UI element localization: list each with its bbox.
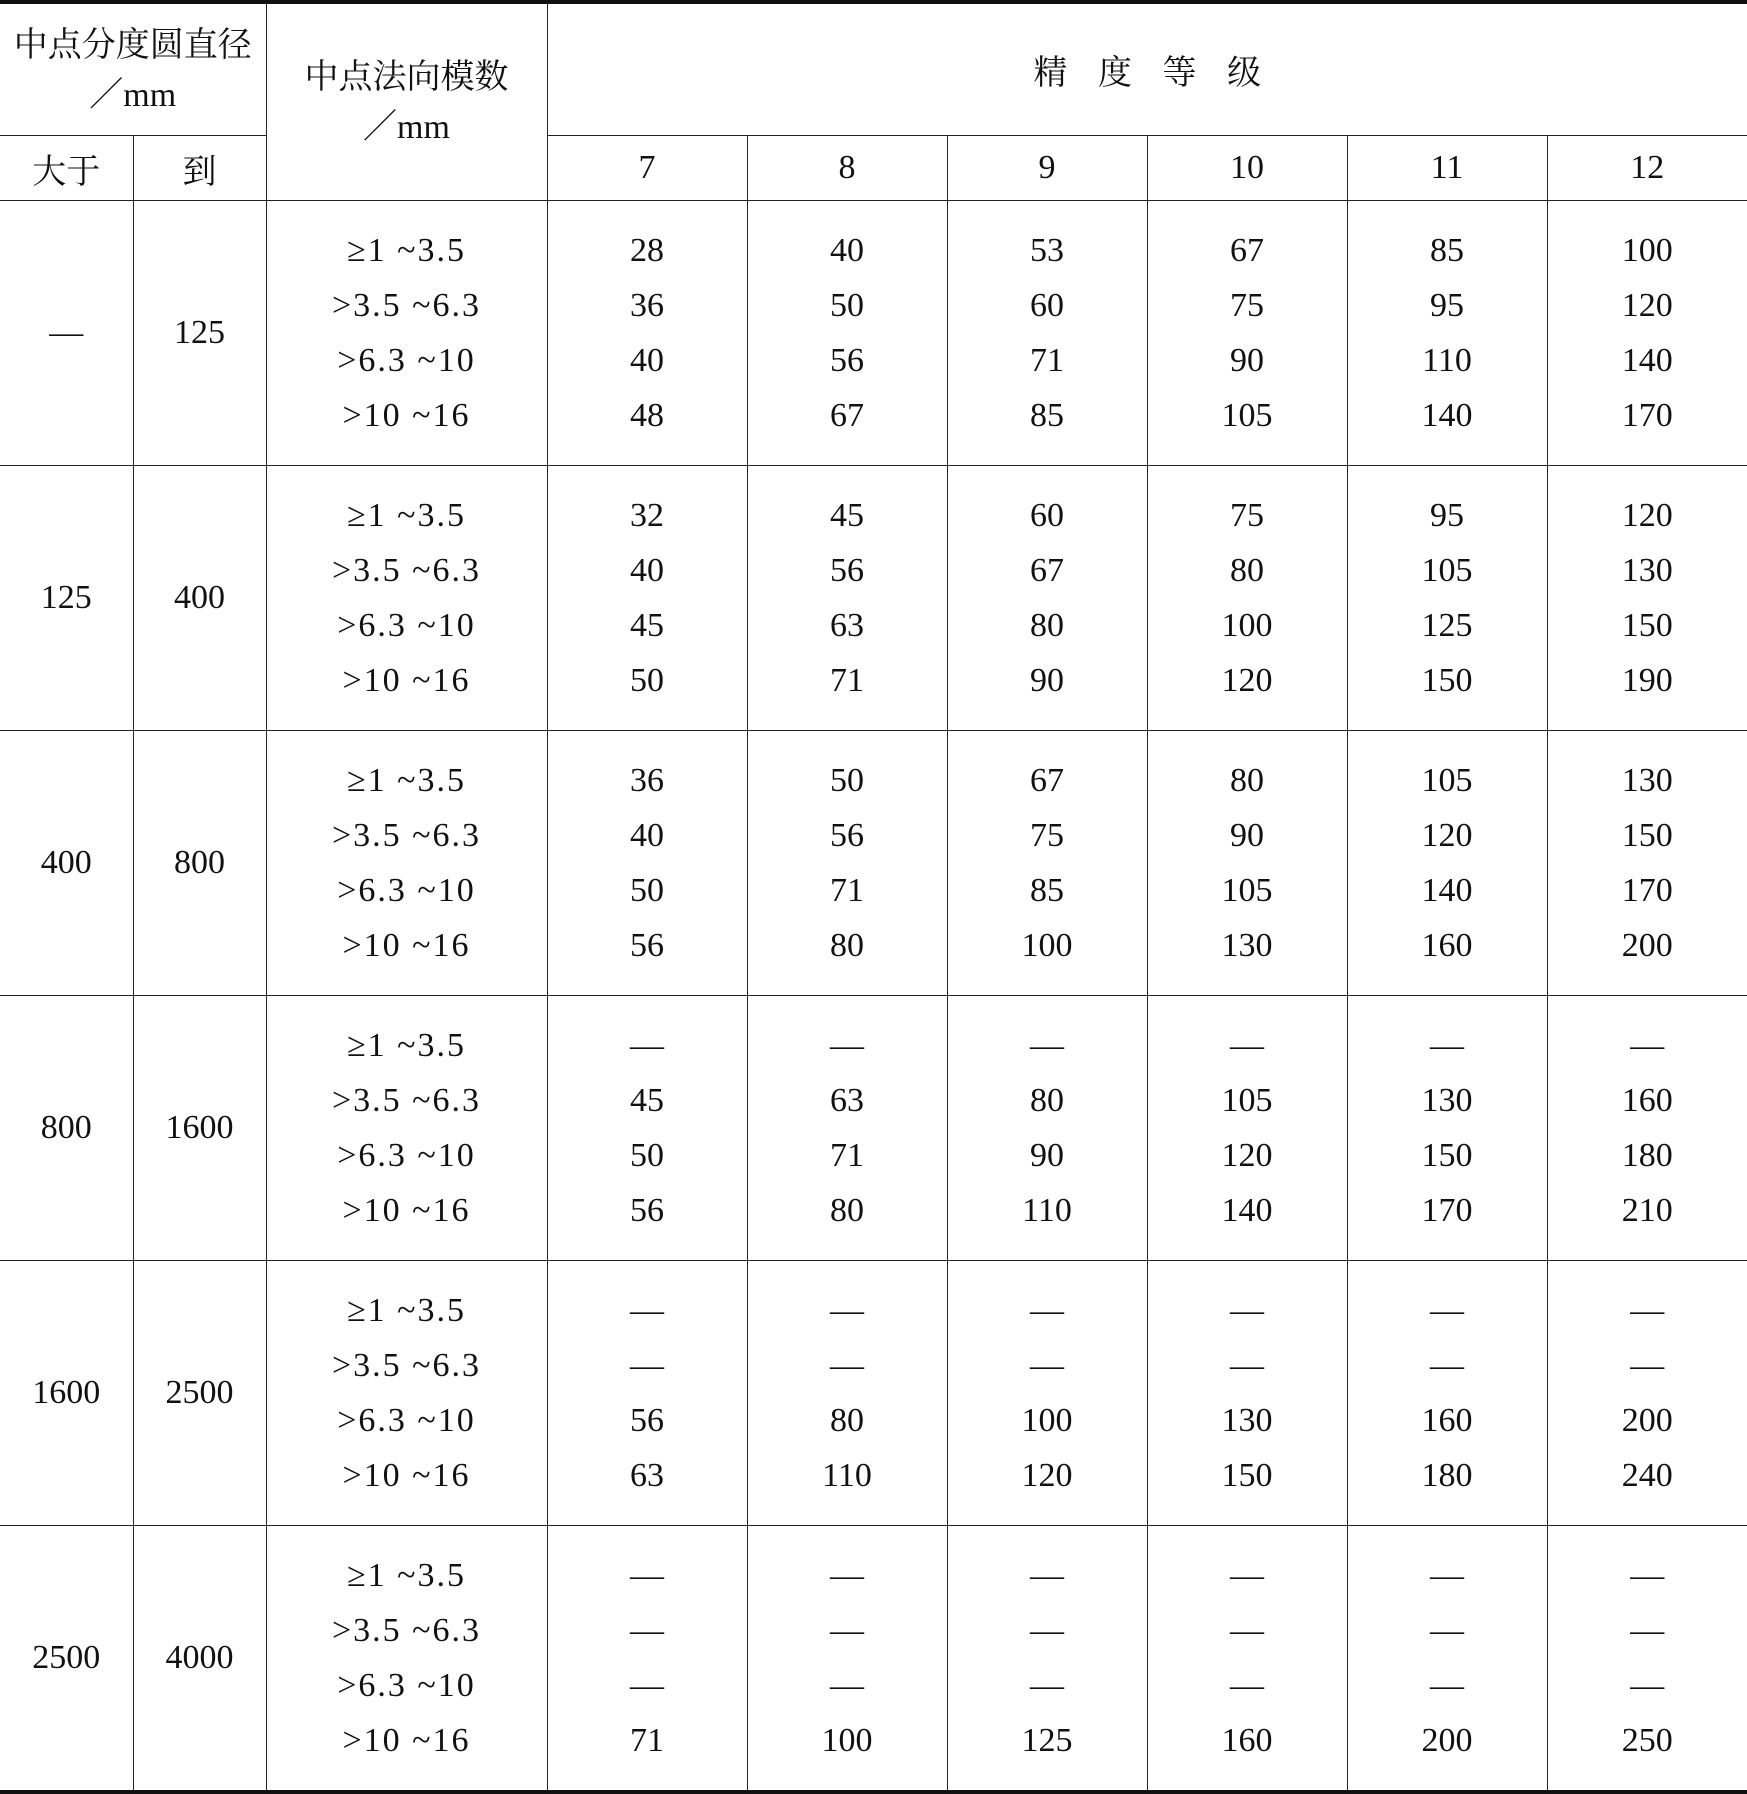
tolerance-value: 160 — [1621, 1082, 1673, 1119]
grade-7-values-cell — [547, 996, 747, 1261]
tolerance-value: 200 — [1621, 927, 1673, 964]
tolerance-value: 40 — [630, 342, 664, 379]
tolerance-value: 45 — [830, 497, 864, 534]
tolerance-value: 75 — [1230, 287, 1264, 324]
grade-7-values-cell — [547, 466, 747, 731]
tolerance-value: 240 — [1621, 1457, 1673, 1494]
module-range: >10 ~16 — [342, 1192, 471, 1229]
module-range: >6.3 ~10 — [337, 1402, 476, 1439]
module-range: >6.3 ~10 — [337, 1137, 476, 1174]
tolerance-value: 95 — [1430, 287, 1464, 324]
module-range-cell — [266, 731, 547, 996]
grade-11-values-cell — [1347, 466, 1547, 731]
diameter-greater-than-cell: 1600 — [0, 1261, 133, 1526]
tolerance-value: 80 — [1230, 552, 1264, 589]
tolerance-value: 130 — [1621, 762, 1673, 799]
tolerance-value: 100 — [821, 1722, 873, 1759]
tolerance-value: 140 — [1421, 397, 1473, 434]
tolerance-value: 85 — [1030, 397, 1064, 434]
tolerance-value: 71 — [630, 1722, 664, 1759]
tolerance-value: 120 — [1021, 1457, 1073, 1494]
module-range-cell — [266, 996, 547, 1261]
tolerance-value: 50 — [630, 1137, 664, 1174]
tolerance-value: 95 — [1430, 497, 1464, 534]
grade-10-header: 10 — [1147, 136, 1347, 201]
module-header — [266, 2, 547, 201]
tolerance-value: — — [1230, 1557, 1264, 1594]
tolerance-value: 100 — [1621, 232, 1673, 269]
module-range: >3.5 ~6.3 — [331, 287, 482, 324]
tolerance-value: — — [830, 1667, 864, 1704]
tolerance-value: 45 — [630, 1082, 664, 1119]
tolerance-value: — — [1630, 1557, 1665, 1594]
module-range: >6.3 ~10 — [337, 872, 476, 909]
grade-8-values-cell — [747, 1526, 947, 1793]
tolerance-value: — — [630, 1612, 664, 1649]
tolerance-value: 105 — [1221, 397, 1273, 434]
tolerance-value: 80 — [830, 1192, 864, 1229]
module-label: 中点法向模数 — [304, 59, 509, 96]
grade-9-values-cell — [947, 731, 1147, 996]
tolerance-value: 75 — [1230, 497, 1264, 534]
diameter-up-to-cell: 125 — [133, 201, 266, 466]
grade-12-values-cell — [1547, 1261, 1747, 1526]
tolerance-value: — — [630, 1667, 664, 1704]
tolerance-value: 105 — [1221, 872, 1273, 909]
grade-7-values-cell — [547, 1526, 747, 1793]
diameter-up-to-cell: 400 — [133, 466, 266, 731]
grade-12-values-cell — [1547, 201, 1747, 466]
table-header — [0, 2, 1747, 201]
tolerance-value: — — [1430, 1612, 1464, 1649]
grade-10-values-cell — [1147, 731, 1347, 996]
table-row — [0, 201, 1747, 466]
tolerance-value: — — [830, 1612, 864, 1649]
tolerance-value: 130 — [1221, 927, 1273, 964]
module-range-cell — [266, 1261, 547, 1526]
tolerance-value: 250 — [1621, 1722, 1673, 1759]
module-range: >6.3 ~10 — [337, 1667, 476, 1704]
tolerance-value: — — [1030, 1667, 1064, 1704]
module-range: >10 ~16 — [342, 1457, 471, 1494]
grade-8-values-cell — [747, 731, 947, 996]
tolerance-value: — — [630, 1347, 664, 1384]
tolerance-value: — — [1030, 1612, 1064, 1649]
tolerance-value: — — [830, 1557, 864, 1594]
tolerance-value: 105 — [1421, 552, 1473, 589]
module-unit: ／mm — [363, 109, 450, 146]
tolerance-value: 120 — [1421, 817, 1473, 854]
tolerance-value: — — [1430, 1557, 1464, 1594]
tolerance-value: 105 — [1421, 762, 1473, 799]
grade-8-values-cell — [747, 466, 947, 731]
module-range: >6.3 ~10 — [337, 342, 476, 379]
tolerance-value: 48 — [630, 397, 664, 434]
grade-11-values-cell — [1347, 1526, 1547, 1793]
tolerance-value: 150 — [1221, 1457, 1273, 1494]
module-range: ≥1 ~3.5 — [346, 1557, 467, 1594]
tolerance-value: 36 — [630, 287, 664, 324]
tolerance-value: — — [1030, 1347, 1064, 1384]
grade-7-values-cell — [547, 201, 747, 466]
tolerance-value: — — [1630, 1027, 1665, 1064]
tolerance-value: 53 — [1030, 232, 1064, 269]
tolerance-value: 130 — [1621, 552, 1673, 589]
tolerance-value: 170 — [1621, 872, 1673, 909]
tolerance-value: 120 — [1621, 287, 1673, 324]
tolerance-value: — — [1230, 1292, 1264, 1329]
tolerance-value: 63 — [630, 1457, 664, 1494]
grade-11-values-cell — [1347, 996, 1547, 1261]
grade-7-values-cell — [547, 1261, 747, 1526]
tolerance-value: 125 — [1021, 1722, 1073, 1759]
tolerance-value: 140 — [1621, 342, 1673, 379]
tolerance-value: 60 — [1030, 287, 1064, 324]
diameter-greater-than-cell: 125 — [0, 466, 133, 731]
tolerance-value: 90 — [1230, 342, 1264, 379]
module-range-cell — [266, 466, 547, 731]
tolerance-value: 75 — [1030, 817, 1064, 854]
tolerance-value: 80 — [1030, 607, 1064, 644]
grade-header — [547, 2, 1747, 136]
table-row — [0, 996, 1747, 1261]
tolerance-value: — — [1430, 1027, 1464, 1064]
grade-label: 精度等级 — [1033, 55, 1292, 92]
module-range-cell — [266, 1526, 547, 1793]
grade-11-header: 11 — [1347, 136, 1547, 201]
module-range: ≥1 ~3.5 — [346, 1292, 467, 1329]
tolerance-value: — — [1630, 1292, 1665, 1329]
diameter-up-to-cell: 4000 — [133, 1526, 266, 1793]
table-row — [0, 731, 1747, 996]
module-range-cell — [266, 201, 547, 466]
tolerance-value: 56 — [630, 1402, 664, 1439]
grade-10-values-cell — [1147, 1261, 1347, 1526]
grade-9-values-cell — [947, 996, 1147, 1261]
tolerance-value: 100 — [1221, 607, 1273, 644]
tolerance-value: — — [1230, 1612, 1264, 1649]
diameter-greater-than-cell: 400 — [0, 731, 133, 996]
grade-12-values-cell — [1547, 466, 1747, 731]
tolerance-value: 60 — [1030, 497, 1064, 534]
grade-12-values-cell — [1547, 731, 1747, 996]
tolerance-value: 170 — [1621, 397, 1673, 434]
tolerance-value: 85 — [1030, 872, 1064, 909]
module-range: ≥1 ~3.5 — [346, 1027, 467, 1064]
grade-8-values-cell — [747, 1261, 947, 1526]
module-range: >3.5 ~6.3 — [331, 552, 482, 589]
table-row — [0, 1526, 1747, 1793]
tolerance-value: — — [630, 1557, 664, 1594]
tolerance-value: 90 — [1030, 662, 1064, 699]
tolerance-value: 45 — [630, 607, 664, 644]
tolerance-value: 150 — [1421, 662, 1473, 699]
tolerance-value: — — [830, 1027, 864, 1064]
tolerance-value: 125 — [1421, 607, 1473, 644]
module-range: >10 ~16 — [342, 1722, 471, 1759]
tolerance-value: 100 — [1021, 1402, 1073, 1439]
tolerance-value: 40 — [630, 552, 664, 589]
tolerance-value: 120 — [1221, 662, 1273, 699]
diameter-greater-than-cell: — — [0, 201, 133, 466]
tolerance-value: 140 — [1421, 872, 1473, 909]
tolerance-value: — — [1430, 1292, 1464, 1329]
tolerance-value: 100 — [1021, 927, 1073, 964]
tolerance-value: 36 — [630, 762, 664, 799]
tolerance-value: 90 — [1030, 1137, 1064, 1174]
grade-10-values-cell — [1147, 996, 1347, 1261]
module-range: >3.5 ~6.3 — [331, 1612, 482, 1649]
tolerance-value: 150 — [1421, 1137, 1473, 1174]
module-range: ≥1 ~3.5 — [346, 232, 467, 269]
tolerance-value: — — [1630, 1347, 1665, 1384]
table-row — [0, 466, 1747, 731]
up-to-header: 到 — [133, 136, 266, 201]
tolerance-value: 190 — [1621, 662, 1673, 699]
tolerance-value: 150 — [1621, 607, 1673, 644]
tolerance-value: 50 — [830, 287, 864, 324]
tolerance-value: — — [1630, 1667, 1665, 1704]
tolerance-value: 71 — [830, 662, 864, 699]
table-row — [0, 1261, 1747, 1526]
tolerance-value: 90 — [1230, 817, 1264, 854]
tolerance-value: 56 — [830, 342, 864, 379]
module-range: >3.5 ~6.3 — [331, 817, 482, 854]
tolerance-value: — — [1230, 1347, 1264, 1384]
tolerance-value: — — [830, 1347, 864, 1384]
tolerance-value: 85 — [1430, 232, 1464, 269]
tolerance-value: 56 — [630, 1192, 664, 1229]
grade-11-values-cell — [1347, 731, 1547, 996]
grade-12-header: 12 — [1547, 136, 1747, 201]
module-range: >10 ~16 — [342, 397, 471, 434]
tolerance-value: 56 — [630, 927, 664, 964]
tolerance-value: 210 — [1621, 1192, 1673, 1229]
tolerance-value: 40 — [630, 817, 664, 854]
grade-9-values-cell — [947, 1261, 1147, 1526]
tolerance-value: — — [830, 1292, 864, 1329]
grade-8-values-cell — [747, 996, 947, 1261]
grade-12-values-cell — [1547, 1526, 1747, 1793]
tolerance-value: 40 — [830, 232, 864, 269]
tolerance-value: 63 — [830, 1082, 864, 1119]
tolerance-value: — — [1030, 1292, 1064, 1329]
tolerance-value: 110 — [1022, 1192, 1072, 1229]
diameter-greater-than-cell: 800 — [0, 996, 133, 1261]
grade-9-values-cell — [947, 466, 1147, 731]
tolerance-value: 170 — [1421, 1192, 1473, 1229]
tolerance-value: 180 — [1421, 1457, 1473, 1494]
grade-8-values-cell — [747, 201, 947, 466]
tolerance-value: 80 — [1030, 1082, 1064, 1119]
tolerance-value: 105 — [1221, 1082, 1273, 1119]
greater-than-header: 大于 — [0, 136, 133, 201]
grade-9-values-cell — [947, 201, 1147, 466]
tolerance-value: 200 — [1621, 1402, 1673, 1439]
tolerance-value: 56 — [830, 817, 864, 854]
tolerance-value: — — [1630, 1612, 1665, 1649]
tolerance-value: 56 — [830, 552, 864, 589]
tolerance-value: 150 — [1621, 817, 1673, 854]
tolerance-value: 28 — [630, 232, 664, 269]
tolerance-value: — — [1230, 1027, 1264, 1064]
tolerance-value: — — [1230, 1667, 1264, 1704]
tolerance-value: 50 — [630, 662, 664, 699]
tolerance-value: 160 — [1421, 927, 1473, 964]
module-range: >3.5 ~6.3 — [331, 1347, 482, 1384]
tolerance-value: 160 — [1221, 1722, 1273, 1759]
tolerance-value: 140 — [1221, 1192, 1273, 1229]
tolerance-value: 71 — [1030, 342, 1064, 379]
module-range: >3.5 ~6.3 — [331, 1082, 482, 1119]
diameter-up-to-cell: 800 — [133, 731, 266, 996]
tolerance-value: 50 — [630, 872, 664, 909]
tolerance-value: — — [1030, 1557, 1064, 1594]
tolerance-value: 50 — [830, 762, 864, 799]
diameter-greater-than-cell: 2500 — [0, 1526, 133, 1793]
module-range: ≥1 ~3.5 — [346, 497, 467, 534]
grade-10-values-cell — [1147, 466, 1347, 731]
diameter-header — [0, 2, 266, 136]
tolerance-value: 180 — [1621, 1137, 1673, 1174]
tolerance-value: 67 — [1230, 232, 1264, 269]
tolerance-value: 32 — [630, 497, 664, 534]
tolerance-value: 120 — [1621, 497, 1673, 534]
diameter-label: 中点分度圆直径 — [13, 26, 252, 64]
tolerance-value: 110 — [822, 1457, 872, 1494]
tolerance-value: — — [630, 1027, 664, 1064]
tolerance-value: 71 — [830, 872, 864, 909]
grade-9-values-cell — [947, 1526, 1147, 1793]
grade-7-values-cell — [547, 731, 747, 996]
grade-10-values-cell — [1147, 1526, 1347, 1793]
table-body — [0, 201, 1747, 1793]
tolerance-value: 200 — [1421, 1722, 1473, 1759]
tolerance-value: 110 — [1422, 342, 1472, 379]
module-range: >6.3 ~10 — [337, 607, 476, 644]
grade-11-values-cell — [1347, 1261, 1547, 1526]
tolerance-value: 80 — [830, 1402, 864, 1439]
tolerance-value: — — [1430, 1347, 1464, 1384]
diameter-unit: ／mm — [89, 76, 177, 114]
tolerance-value: 130 — [1421, 1082, 1473, 1119]
module-range: >10 ~16 — [342, 662, 471, 699]
tolerance-value: 130 — [1221, 1402, 1273, 1439]
module-range: >10 ~16 — [342, 927, 471, 964]
grade-12-values-cell — [1547, 996, 1747, 1261]
tolerance-value: — — [1430, 1667, 1464, 1704]
diameter-up-to-cell: 2500 — [133, 1261, 266, 1526]
grade-11-values-cell — [1347, 201, 1547, 466]
grade-10-values-cell — [1147, 201, 1347, 466]
grade-8-header: 8 — [747, 136, 947, 201]
tolerance-value: — — [1030, 1027, 1064, 1064]
tolerance-value: 67 — [1030, 762, 1064, 799]
tolerance-value: 80 — [1230, 762, 1264, 799]
tolerance-value: 67 — [830, 397, 864, 434]
diameter-up-to-cell: 1600 — [133, 996, 266, 1261]
tolerance-value: 80 — [830, 927, 864, 964]
tolerance-value: — — [630, 1292, 664, 1329]
tolerance-value: 71 — [830, 1137, 864, 1174]
tolerance-value: 120 — [1221, 1137, 1273, 1174]
grade-9-header: 9 — [947, 136, 1147, 201]
tolerance-value: 67 — [1030, 552, 1064, 589]
module-range: ≥1 ~3.5 — [346, 762, 467, 799]
tolerance-value: 63 — [830, 607, 864, 644]
grade-7-header: 7 — [547, 136, 747, 201]
tolerance-value: 160 — [1421, 1402, 1473, 1439]
